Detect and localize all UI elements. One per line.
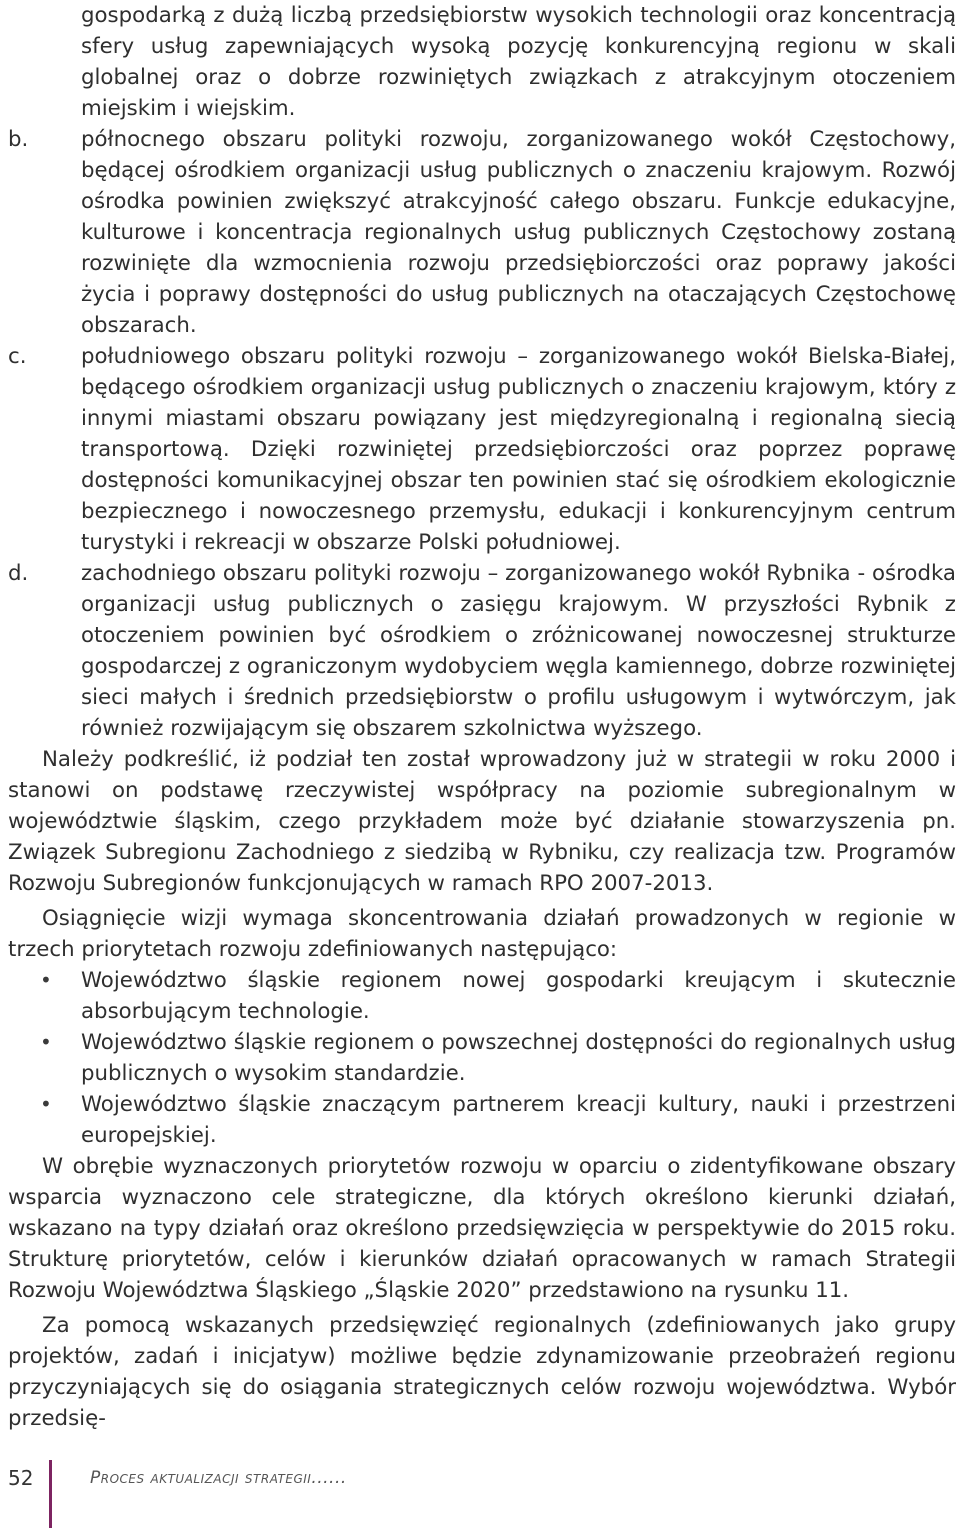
bullet-item [8,1089,956,1151]
bullet-icon: • [40,968,52,992]
bullet-icon: • [40,1092,52,1116]
bullet-item [8,965,956,1027]
list-text: południowego obszaru polityki rozwoju – zorganizowanego wokół Bielska-Białej, będącego ośrodkiem organizacji usług publicznych o znaczeniu krajowym, który z innymi miastami obszaru powiązany jest międzyregionalną i regionalną siecią transportową. Dzięki rozwiniętej przedsiębiorczości oraz poprzez poprawę dostępności komunikacyjnej obszar ten powinien stać się ośrodkiem ekologicznie bezpiecznego i nowoczesnego przemysłu, edukacji i konkurencyjnym centrum turystyki i rekreacji w obszarze Polski południowej. [81,344,956,555]
bullet-text: Województwo śląskie regionem nowej gospodarki kreującym i skutecznie absorbującym technologie. [81,968,956,1024]
bullet-icon: • [40,1030,52,1054]
list-item-d [8,558,956,744]
page-number: 52 [8,1466,34,1490]
list-text: zachodniego obszaru polityki rozwoju – zorganizowanego wokół Rybnika - ośrodka organizacji usług publicznych o zasięgu krajowym. W przyszłości Rybnik z otoczeniem powinien być ośrodkiem o zróżnicowanej nowoczesnej strukturze gospodarczej z ograniczonym wydobyciem węgla kamiennego, dobrze rozwiniętej sieci małych i średnich przedsiębiorstw o profilu usługowym i wytwórczym, jak również rozwijającym się obszarem szkolnictwa wyższego. [81,561,956,741]
paragraph-intro-continuation: gospodarką z dużą liczbą przedsiębiorstw wysokich technologii oraz koncentracją sfery usług zapewniających wysoką pozycję konkurencyjną regionu w skali globalnej oraz o dobrze rozwiniętych związkach z atrakcyjnym otoczeniem miejskim i wiejskim. [81,3,956,121]
running-title: Proces aktualizacji strategii...... [90,1468,347,1488]
list-item-b [8,124,956,341]
list-label: c. [8,344,27,369]
paragraph-priorities-intro: Osiągnięcie wizji wymaga skoncentrowania działań prowadzonych w regionie w trzech priorytetach rozwoju zdefiniowanych następująco: [8,906,956,962]
page-body [8,0,956,1434]
paragraph-regional-projects: Za pomocą wskazanych przedsięwzięć regionalnych (zdefiniowanych jako grupy projektów, zadań i inicjatyw) możliwe będzie zdynamizowanie przeobrażeń regionu przyczyniających się do osiągania strategicznych celów rozwoju województwa. Wybór przedsię- [8,1313,956,1431]
bullet-text: Województwo śląskie regionem o powszechnej dostępności do regionalnych usług publicznych o wysokim standardzie. [81,1030,956,1086]
page-footer [0,1460,960,1530]
list-text: północnego obszaru polityki rozwoju, zorganizowanego wokół Częstochowy, będącej ośrodkiem organizacji usług publicznych o znaczeniu krajowym. Rozwój ośrodka powinien zwiększyć atrakcyjność całego obszaru. Funkcje edukacyjne, kulturowe i koncentracja regionalnych usług publicznych Częstochowy zostaną rozwinięte dla wzmocnienia rozwoju przedsiębiorczości oraz poprawy jakości życia i poprawy dostępności do usług publicznych na otaczających Częstochowę obszarach. [81,127,956,338]
footer-divider [49,1460,52,1528]
list-label: d. [8,561,29,586]
bullet-item [8,1027,956,1089]
list-item-c [8,341,956,558]
list-label: b. [8,127,29,152]
paragraph-subregions: Należy podkreślić, iż podział ten został wprowadzony już w strategii w roku 2000 i stanowi on podstawę rzeczywistej współpracy na poziomie subregionalnym w województwie śląskim, czego przykładem może być działanie stowarzyszenia pn. Związek Subregionu Zachodniego z siedzibą w Rybniku, czy realizacja tzw. Programów Rozwoju Subregionów funkcjonujących w ramach RPO 2007-2013. [8,747,956,896]
paragraph-strategic-goals: W obrębie wyznaczonych priorytetów rozwoju w oparciu o zidentyfikowane obszary wsparcia wyznaczono cele strategiczne, dla których określono kierunki działań, wskazano na typy działań oraz określono przedsięwzięcia w perspektywie do 2015 roku. Strukturę priorytetów, celów i kierunków działań opracowanych w ramach Strategii Rozwoju Województwa Śląskiego „Śląskie 2020” przedstawiono na rysunku 11. [8,1154,956,1303]
bullet-text: Województwo śląskie znaczącym partnerem kreacji kultury, nauki i przestrzeni europejskiej. [81,1092,956,1148]
